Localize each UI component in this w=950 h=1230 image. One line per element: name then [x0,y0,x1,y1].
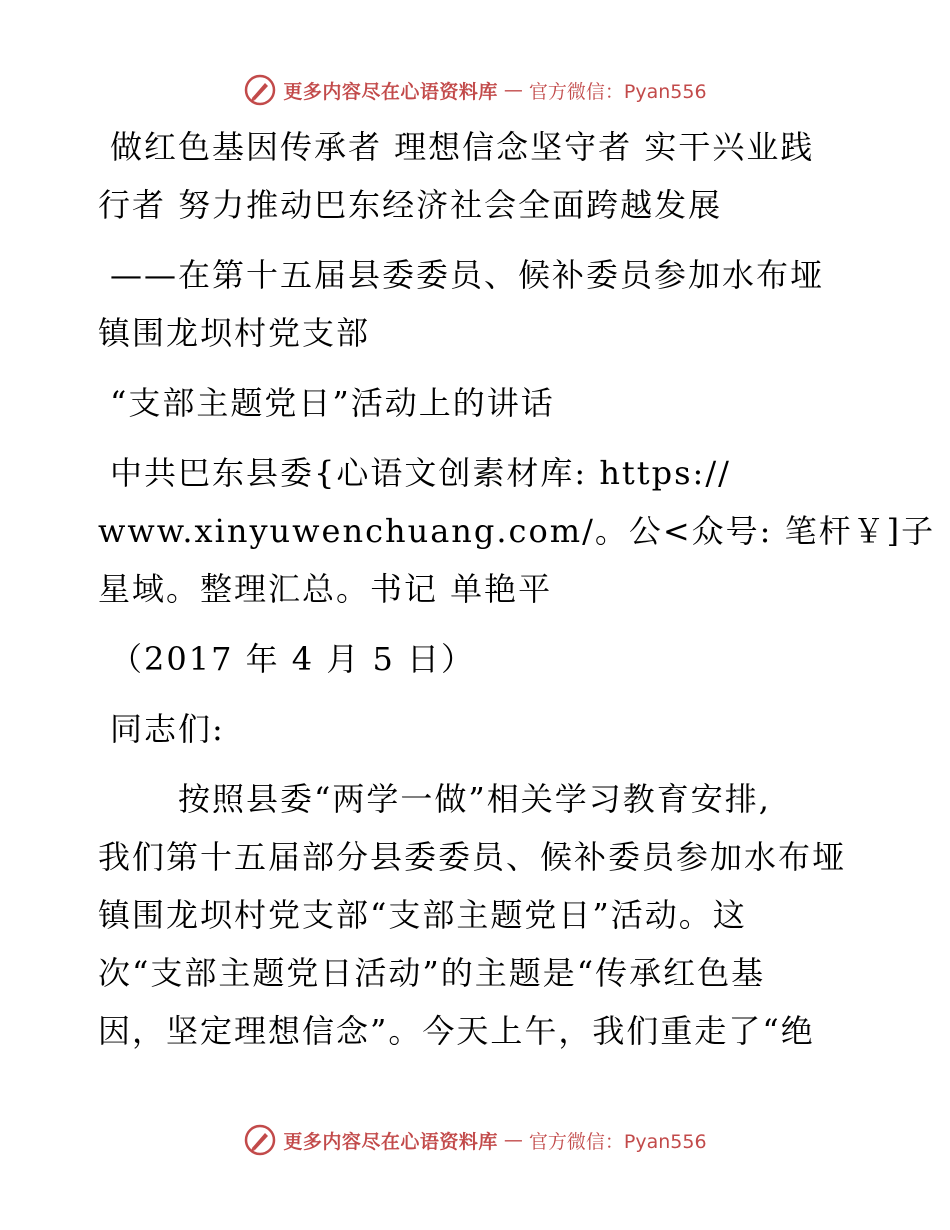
author-line: 星域。整理汇总。书记 单艳平 [98,570,553,608]
body-line: 镇围龙坝村党支部“支部主题党日”活动。这 [98,896,747,934]
body-line: 我们第十五届部分县委委员、候补委员参加水布垭 [98,838,847,876]
watermark-header [0,70,950,110]
subtitle-line: 镇围龙坝村党支部 [98,314,371,352]
pen-logo-icon [243,1123,277,1157]
subtitle-event: “支部主题党日”活动上的讲话 [110,384,555,422]
watermark-wechat: 官方微信：Pyan556 [528,80,707,103]
watermark-dash: — [503,79,523,101]
body-line: 次“支部主题党日活动”的主题是“传承红色基 [98,954,766,992]
body-line: 因，坚定理想信念”。今天上午，我们重走了“绝 [98,1012,815,1050]
watermark-text: 更多内容尽在心语资料库 [283,80,498,103]
body-line: 按照县委“两学一做”相关学习教育安排, [178,780,771,818]
watermark-text: 更多内容尽在心语资料库 [283,1130,498,1153]
pen-logo-icon [243,73,277,107]
salutation: 同志们: [110,710,225,748]
title-line: 行者 努力推动巴东经济社会全面跨越发展 [98,186,723,224]
watermark-dash: — [503,1129,523,1151]
author-line: 中共巴东县委{心语文创素材库: https:// [110,454,731,492]
speech-date: （2017 年 4 月 5 日） [110,640,476,678]
watermark-wechat: 官方微信：Pyan556 [528,1130,707,1153]
subtitle-line: ——在第十五届县委委员、候补委员参加水布垭 [110,256,825,294]
author-line: www.xinyuwenchuang.com/。公<众号: 笔杆￥]子 [98,512,936,550]
document-body [98,118,936,1060]
title-line: 做红色基因传承者 理想信念坚守者 实干兴业践 [110,128,815,166]
watermark-footer [0,1120,950,1160]
